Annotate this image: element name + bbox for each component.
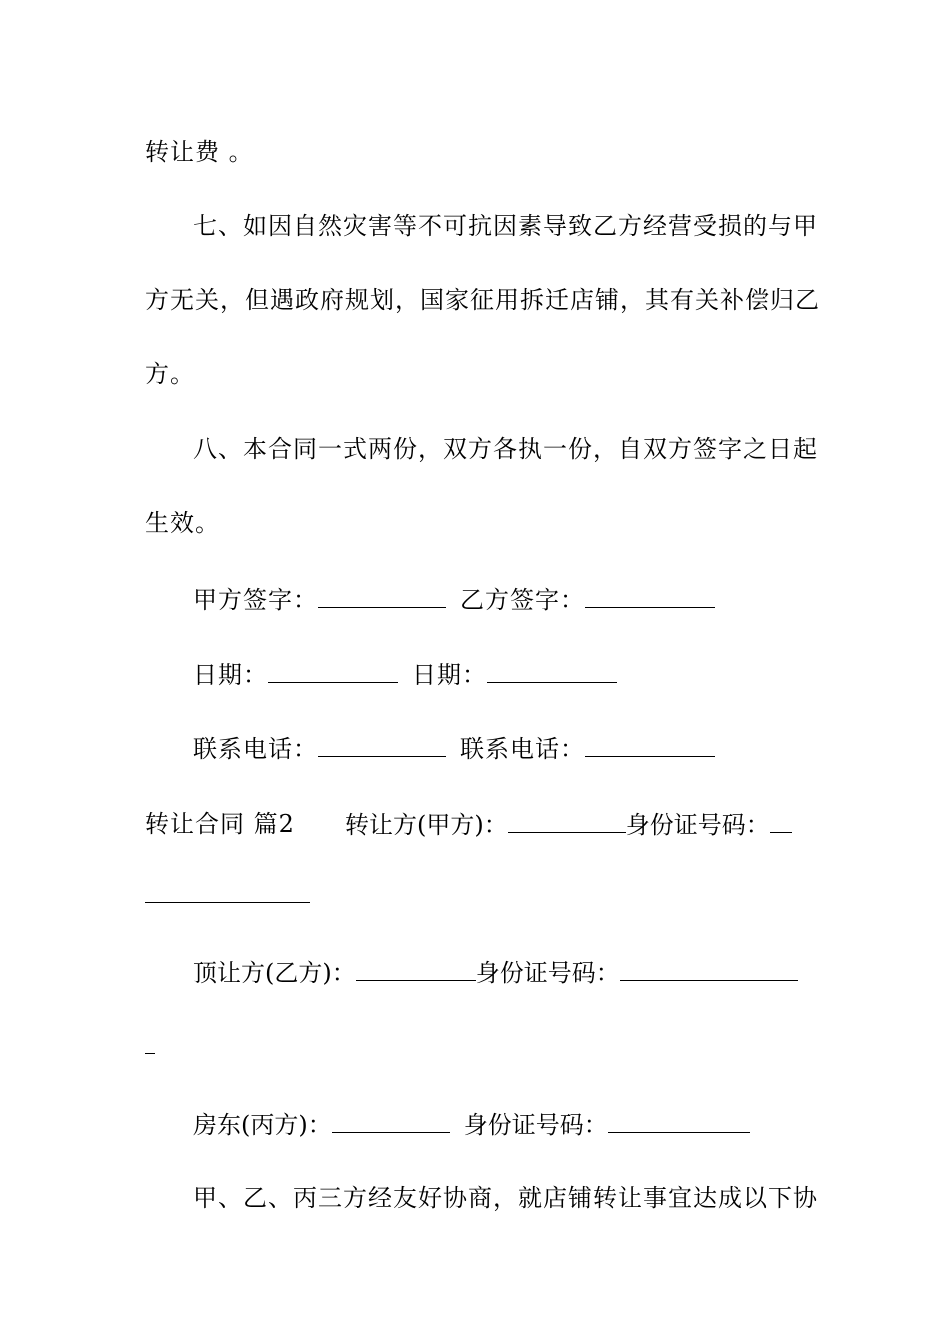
date-b-blank (487, 660, 617, 683)
date-b-label: 日期： (412, 661, 487, 689)
landlord-id-label: 身份证号码： (463, 1111, 608, 1139)
transferor-id-blank-row (145, 880, 310, 909)
text-line-transfer-fee: 转让费 。 (145, 138, 254, 166)
transferor-blank (508, 810, 626, 833)
phone-row (193, 734, 715, 763)
clause-seven-line-3: 方。 (145, 360, 195, 388)
transferee-id-blank (620, 958, 798, 981)
transferor-id-label: 身份证号码： (625, 811, 770, 839)
date-a-label: 日期： (193, 661, 268, 689)
landlord-id-blank (608, 1110, 750, 1133)
party-b-sign-label: 乙方签字： (460, 586, 585, 614)
transferee-id-label: 身份证号码： (475, 959, 620, 987)
transferor-id-blank-continued (145, 880, 310, 903)
transferee-row (193, 958, 798, 987)
date-a-blank (268, 660, 398, 683)
phone-b-blank (585, 734, 715, 757)
clause-seven-line-1: 七、如因自然灾害等不可抗因素导致乙方经营受损的与甲 (193, 212, 818, 240)
landlord-label: 房东(丙方)： (193, 1111, 332, 1139)
clause-eight-line-2: 生效。 (145, 509, 220, 537)
phone-b-label: 联系电话： (460, 735, 585, 763)
landlord-row (193, 1110, 750, 1139)
party-a-sign-blank (318, 585, 446, 608)
clause-eight-line-1: 八、本合同一式两份，双方各执一份，自双方签字之日起 (193, 435, 818, 463)
contract-2-intro: 甲、乙、丙三方经友好协商，就店铺转让事宜达成以下协 (193, 1184, 818, 1212)
party-a-sign-label: 甲方签字： (193, 586, 318, 614)
phone-a-blank (318, 734, 446, 757)
contract-2-heading: 转让合同 篇2 (145, 810, 295, 838)
clause-seven-line-2: 方无关，但遇政府规划，国家征用拆迁店铺，其有关补偿归乙 (145, 286, 820, 314)
transferee-id-blank-row (145, 1031, 155, 1060)
transferee-label: 顶让方(乙方)： (193, 959, 356, 987)
phone-a-label: 联系电话： (193, 735, 318, 763)
transferee-blank (356, 958, 476, 981)
party-b-sign-blank (585, 585, 715, 608)
transferor-row (345, 810, 792, 839)
transferor-id-blank-start (770, 810, 792, 833)
date-row (193, 660, 617, 689)
transferor-label: 转让方(甲方)： (345, 811, 508, 839)
transferee-id-blank-continued (145, 1031, 155, 1054)
signature-row (193, 585, 715, 614)
landlord-blank (332, 1110, 450, 1133)
